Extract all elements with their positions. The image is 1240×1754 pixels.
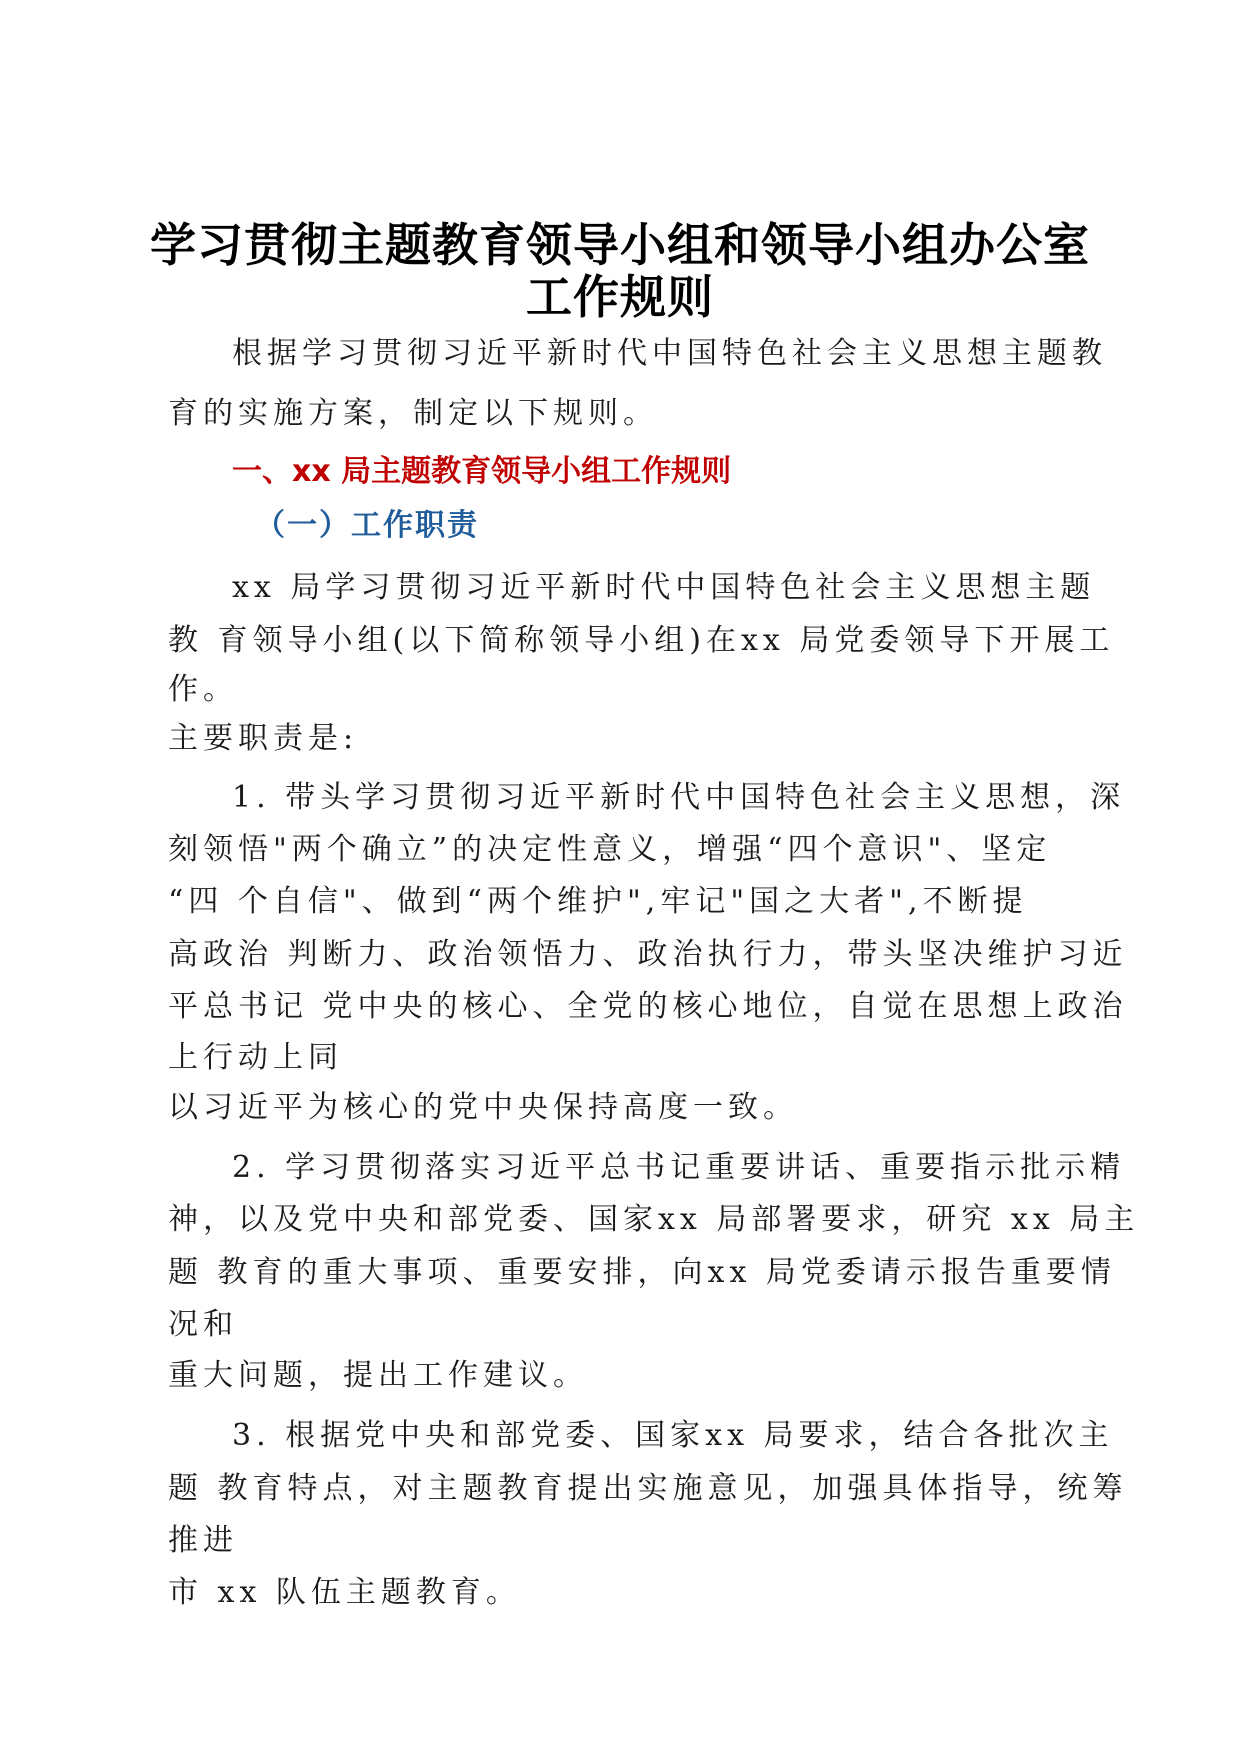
list-item-1-line: “四 个自信"、做到“两个维护",牢记"国之大者",不断提 <box>168 884 1028 919</box>
list-item-3-line: 题 教育特点，对主题教育提出实施意见，加强具体指导，统筹 <box>168 1471 1128 1506</box>
list-item-1-line: 平总书记 党中央的核心、全党的核心地位，自觉在思想上政治 <box>168 989 1128 1024</box>
list-item-3-line: 市 xx 队伍主题教育。 <box>168 1575 521 1610</box>
list-item-2-line: 况和 <box>168 1307 238 1342</box>
list-item-2-line: 2. 学习贯彻落实习近平总书记重要讲话、重要指示批示精 <box>232 1150 1126 1185</box>
list-item-1-line: 刻领悟"两个确立”的决定性意义，增强“四个意识"、坚定 <box>168 832 1052 867</box>
paragraph-line: 主要职责是: <box>168 721 359 756</box>
list-item-2-line: 题 教育的重大事项、重要安排，向xx 局党委请示报告重要情 <box>168 1255 1116 1290</box>
paragraph-line: 教 育领导小组(以下简称领导小组)在xx 局党委领导下开展工 <box>168 623 1115 658</box>
list-item-1-line: 高政治 判断力、政治领悟力、政治执行力，带头坚决维护习近 <box>168 937 1128 972</box>
document-title-line-1: 学习贯彻主题教育领导小组和领导小组办公室 <box>150 218 1090 272</box>
list-item-3-line: 3. 根据党中央和部党委、国家xx 局要求，结合各批次主 <box>232 1418 1114 1453</box>
intro-paragraph-line: 育的实施方案，制定以下规则。 <box>168 396 658 431</box>
document-title-line-2: 工作规则 <box>526 270 714 324</box>
list-item-1-line: 上行动上同 <box>168 1040 343 1075</box>
list-item-2-line: 重大问题，提出工作建议。 <box>168 1358 588 1393</box>
list-item-1-line: 以习近平为核心的党中央保持高度一致。 <box>168 1090 798 1125</box>
paragraph-line: xx 局学习贯彻习近平新时代中国特色社会主义思想主题 <box>232 570 1096 605</box>
list-item-3-line: 推进 <box>168 1523 238 1558</box>
paragraph-line: 作。 <box>168 672 238 707</box>
list-item-2-line: 神，以及党中央和部党委、国家xx 局部署要求，研究 xx 局主 <box>168 1202 1140 1237</box>
subsection-heading-1: （一）工作职责 <box>255 508 479 543</box>
intro-paragraph-line: 根据学习贯彻习近平新时代中国特色社会主义思想主题教 <box>232 336 1107 371</box>
section-heading-1: 一、xx 局主题教育领导小组工作规则 <box>232 454 732 489</box>
list-item-1-line: 1. 带头学习贯彻习近平新时代中国特色社会主义思想，深 <box>232 780 1126 815</box>
